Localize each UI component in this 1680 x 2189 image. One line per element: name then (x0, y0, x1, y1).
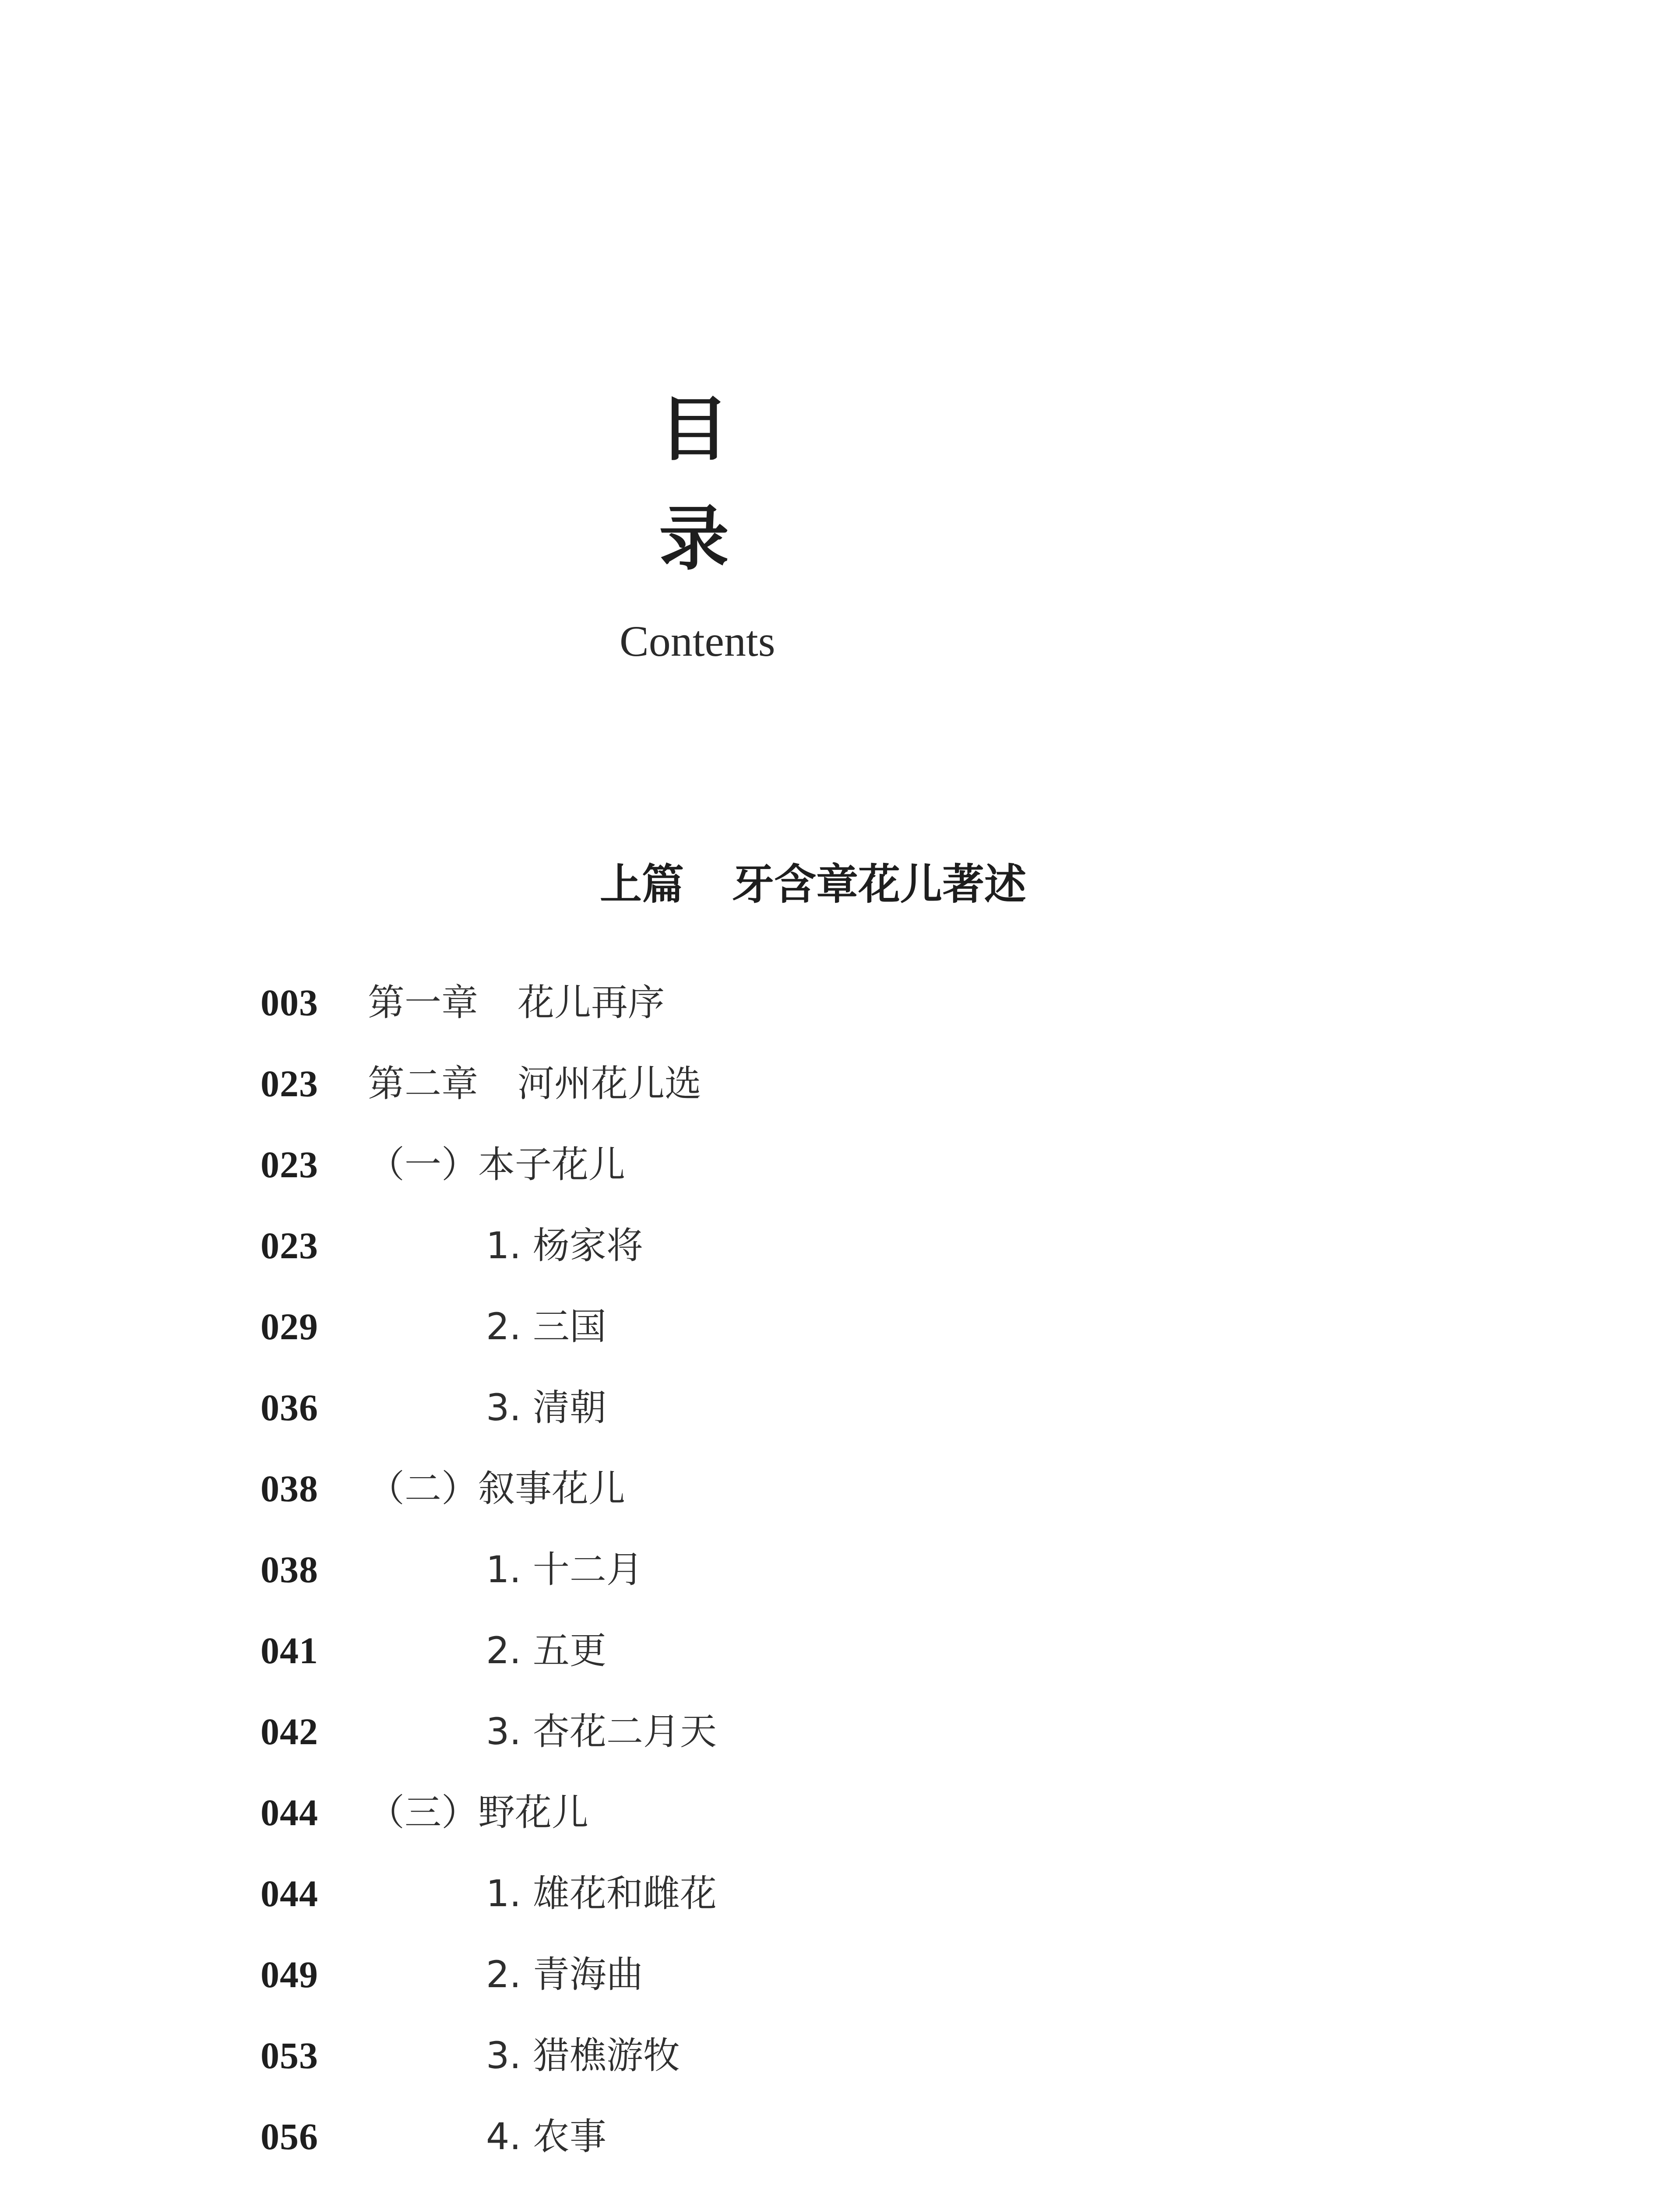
toc-page-number: 003 (261, 982, 318, 1024)
toc-entry[interactable] (0, 1543, 1680, 1596)
section-title: （三）野花儿 (368, 1791, 589, 1834)
item-title: 2. 青海曲 (486, 1953, 643, 1996)
toc-page-number: 038 (261, 1548, 318, 1591)
toc-entry[interactable] (0, 1624, 1680, 1677)
toc-entry[interactable] (0, 1381, 1680, 1434)
toc-page-number: 023 (261, 1144, 318, 1186)
toc-page-number: 036 (261, 1387, 318, 1429)
item-title: 2. 三国 (486, 1305, 606, 1348)
toc-entry[interactable] (0, 1786, 1680, 1839)
toc-page-number: 044 (261, 1872, 318, 1914)
toc-title-english: Contents (620, 617, 775, 665)
toc-entry[interactable] (0, 2029, 1680, 2082)
item-title: 3. 杏花二月天 (486, 1710, 717, 1753)
part-label: 上篇 (600, 859, 684, 909)
item-title: 3. 清朝 (486, 1386, 606, 1429)
toc-entry[interactable] (0, 1948, 1680, 2001)
chapter-number: 第一章 (368, 981, 479, 1024)
toc-page-number: 049 (261, 1953, 318, 1995)
toc-entry[interactable] (0, 1138, 1680, 1191)
chapter-title: 花儿再序 (518, 981, 665, 1024)
item-title: 1. 十二月 (486, 1548, 643, 1591)
toc-title-char-2: 录 (659, 497, 729, 580)
toc-entry[interactable] (0, 1462, 1680, 1515)
chapter-number: 第二章 (368, 1062, 479, 1105)
part-name: 牙含章花儿著述 (732, 859, 1026, 909)
item-title: 3. 猎樵游牧 (486, 2034, 680, 2077)
toc-page-number: 053 (261, 2034, 318, 2076)
toc-page-number: 023 (261, 1063, 318, 1105)
toc-entry-label (368, 976, 665, 1029)
toc-page-number: 023 (261, 1225, 318, 1267)
toc-page-number: 044 (261, 1791, 318, 1834)
toc-entry[interactable] (0, 1057, 1680, 1110)
toc-entry[interactable] (0, 2110, 1680, 2163)
toc-title-char-1: 目 (659, 388, 729, 470)
item-title: 1. 雄花和雌花 (486, 1872, 717, 1915)
toc-entry-label (368, 1057, 701, 1110)
toc-entry[interactable] (0, 1867, 1680, 1920)
section-title: （二）叙事花儿 (368, 1467, 626, 1510)
toc-page-number: 056 (261, 2115, 318, 2157)
toc-entry[interactable] (0, 1705, 1680, 1758)
toc-page-number: 041 (261, 1629, 318, 1672)
section-title: （一）本子花儿 (368, 1143, 626, 1186)
toc-entry[interactable] (0, 976, 1680, 1029)
chapter-title: 河州花儿选 (518, 1062, 702, 1105)
item-title: 2. 五更 (486, 1629, 606, 1672)
part-heading (600, 858, 1026, 911)
item-title: 4. 农事 (486, 2115, 606, 2158)
item-title: 1. 杨家将 (486, 1224, 643, 1267)
toc-page-number: 042 (261, 1710, 318, 1753)
toc-entry[interactable] (0, 1219, 1680, 1272)
toc-entry[interactable] (0, 1300, 1680, 1353)
toc-page-number: 029 (261, 1306, 318, 1348)
toc-page-number: 038 (261, 1468, 318, 1510)
